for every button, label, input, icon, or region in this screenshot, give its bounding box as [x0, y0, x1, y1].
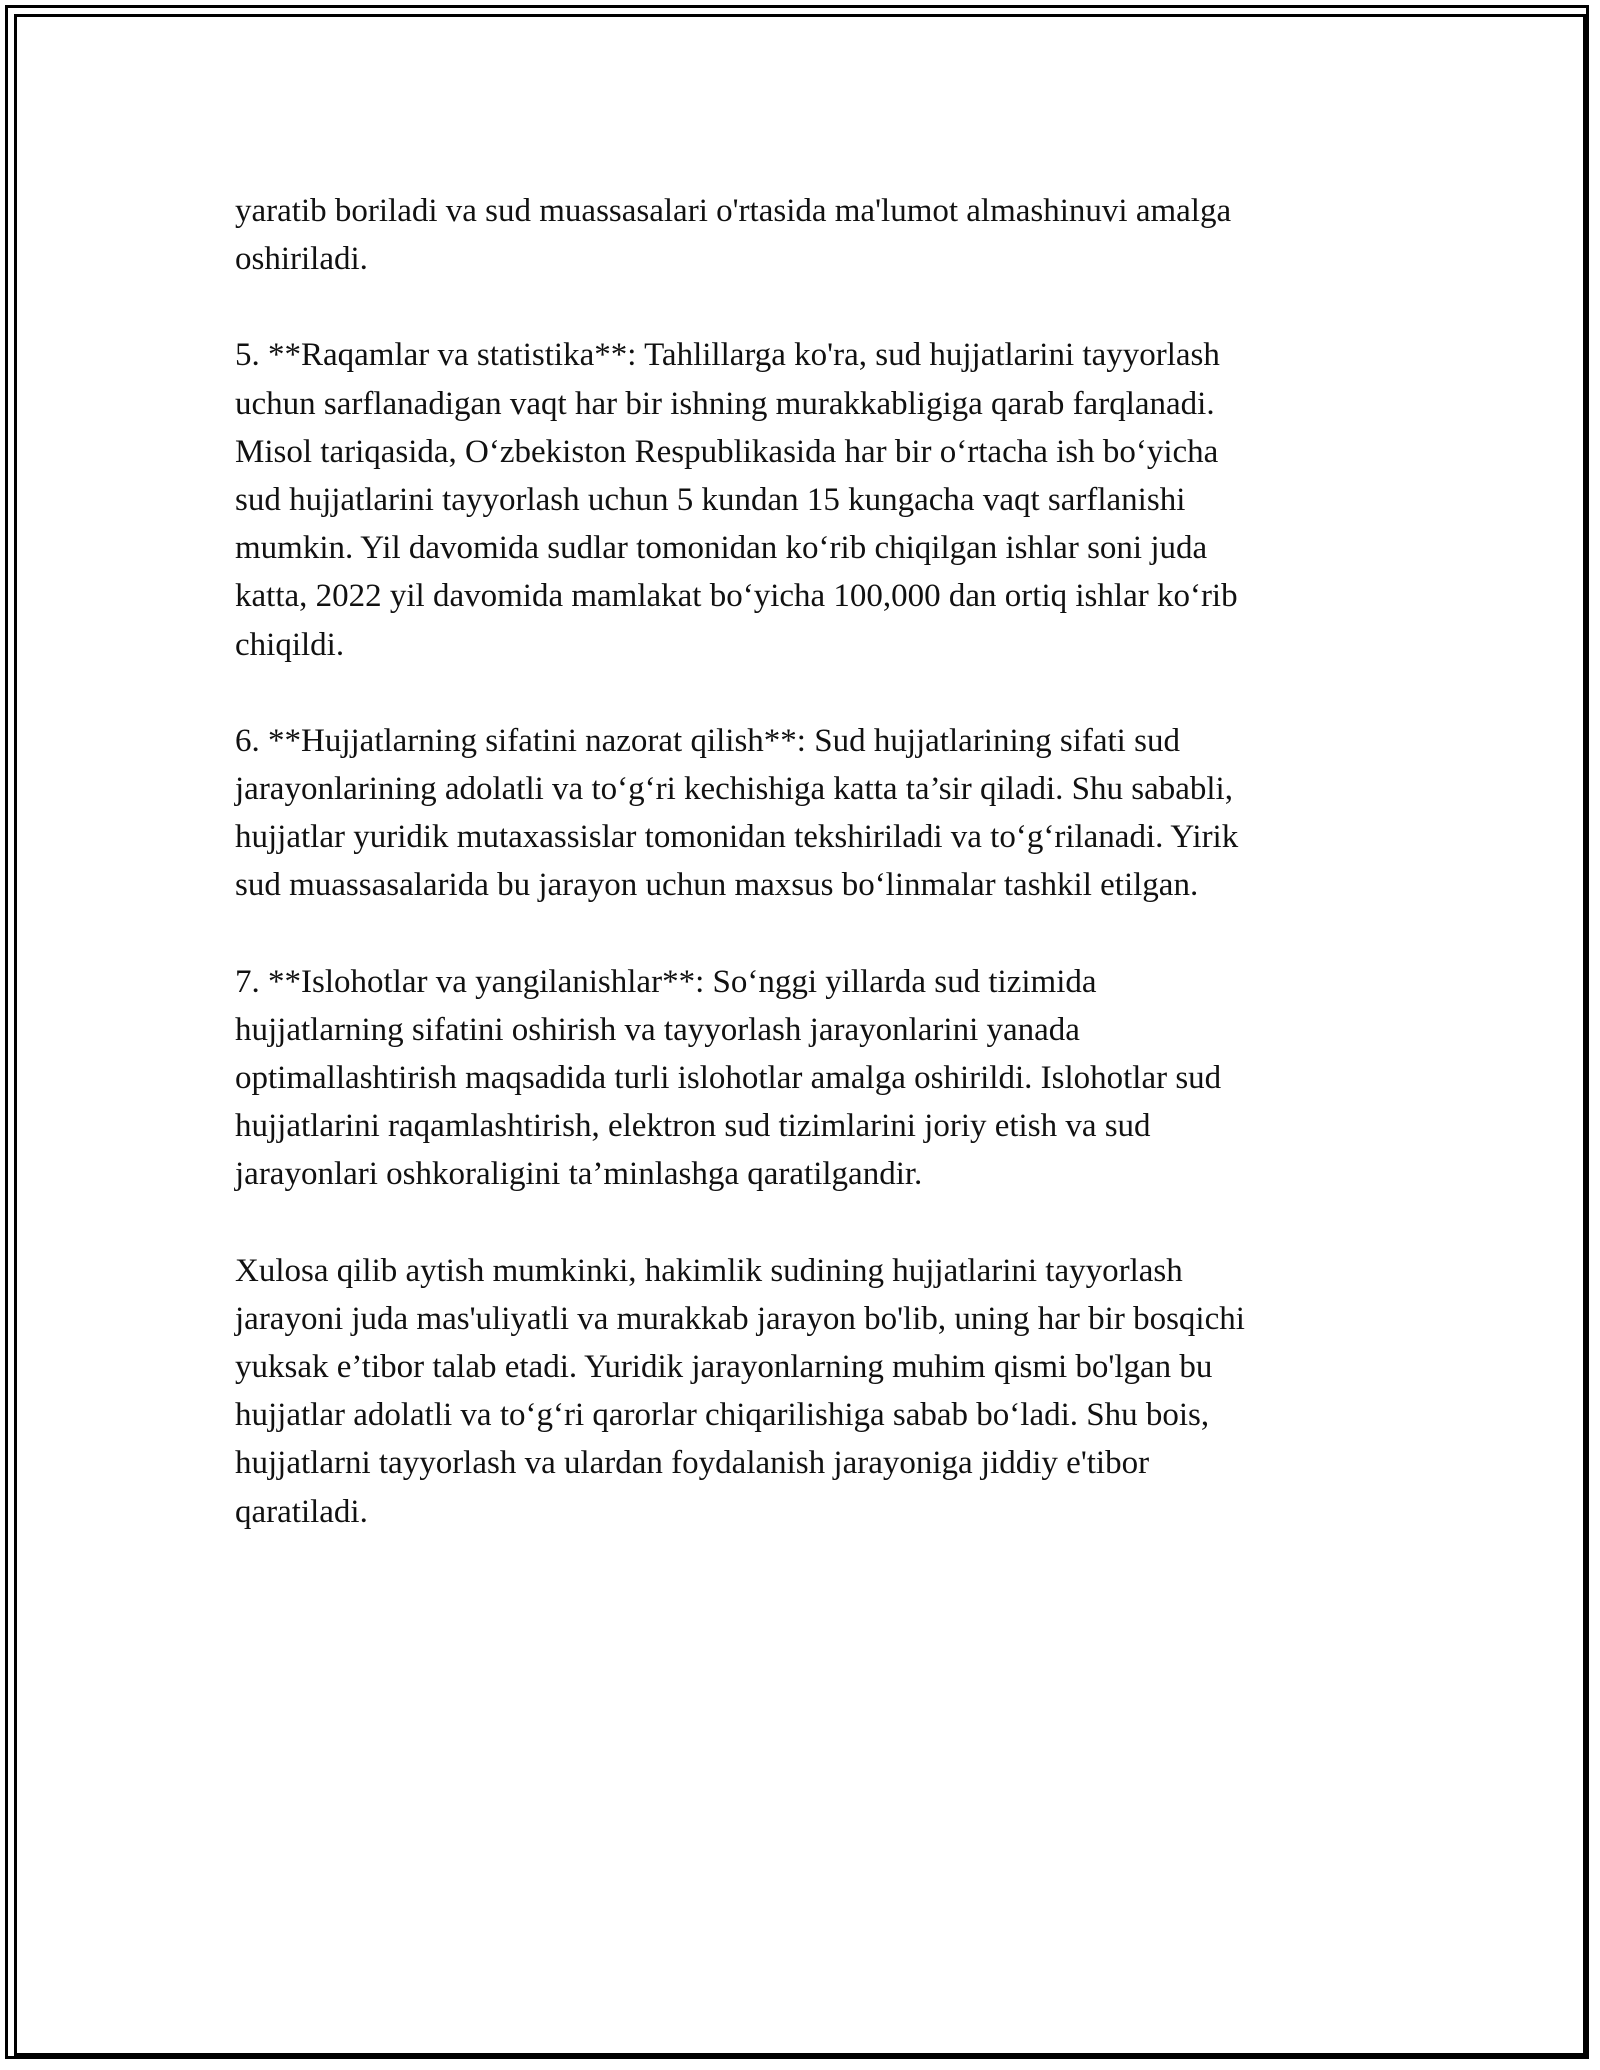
paragraph-quality-control: 6. **Hujjatlarning sifatini nazorat qilish**: Sud hujjatlarining sifati sud jarayonlarining adolatli va to‘g‘ri kechishiga katta ta’sir qiladi. Shu sababli, hujjatlar yuridik mutaxassislar tomonidan tekshiriladi va to‘g‘rilanadi. Yirik sud muassasalarida bu jarayon uchun maxsus bo‘linmalar tashkil etilgan.: [235, 722, 1239, 904]
paragraph-reforms-updates: 7. **Islohotlar va yangilanishlar**: So‘nggi yillarda sud tizimida hujjatlarning sifatini oshirish va tayyorlash jarayonlarini yanada optimallashtirish maqsadida turli islohotlar amalga oshirildi. Islohotlar sud hujjatlarini raqamlashtirish, elektron sud tizimlarini joriy etish va sud jarayonlari oshkoraligini ta’minlashga qaratilgandir.: [235, 963, 1222, 1193]
paragraph-intro-continuation: yaratib boriladi va sud muassasalari o'rtasida ma'lumot almashinuvi amalga oshiriladi.: [235, 193, 1232, 278]
paragraph-conclusion: Xulosa qilib aytish mumkinki, hakimlik sudining hujjatlarini tayyorlash jarayoni juda mas'uliyatli va murakkab jarayon bo'lib, uning har bir bosqichi yuksak e’tibor talab etadi. Yuridik jarayonlarning muhim qismi bo'lgan bu hujjatlar adolatli va to‘g‘ri qarorlar chiqarilishiga sabab bo‘ladi. Shu bois, hujjatlarni tayyorlash va ulardan foydalanish jarayoniga jiddiy e'tibor qaratiladi.: [235, 1252, 1245, 1530]
paragraph-numbers-statistics: 5. **Raqamlar va statistika**: Tahlillarga ko'ra, sud hujjatlarini tayyorlash uchun sarflanadigan vaqt har bir ishning murakkabligiga qarab farqlanadi. Misol tariqasida, O‘zbekiston Respublikasida har bir o‘rtacha ish bo‘yicha sud hujjatlarini tayyorlash uchun 5 kundan 15 kungacha vaqt sarflanishi mumkin. Yil davomida sudlar tomonidan ko‘rib chiqilgan ishlar soni juda katta, 2022 yil davomida mamlakat bo‘yicha 100,000 dan ortiq ishlar ko‘rib chiqildi.: [235, 337, 1238, 663]
document-body: [235, 187, 1365, 1584]
